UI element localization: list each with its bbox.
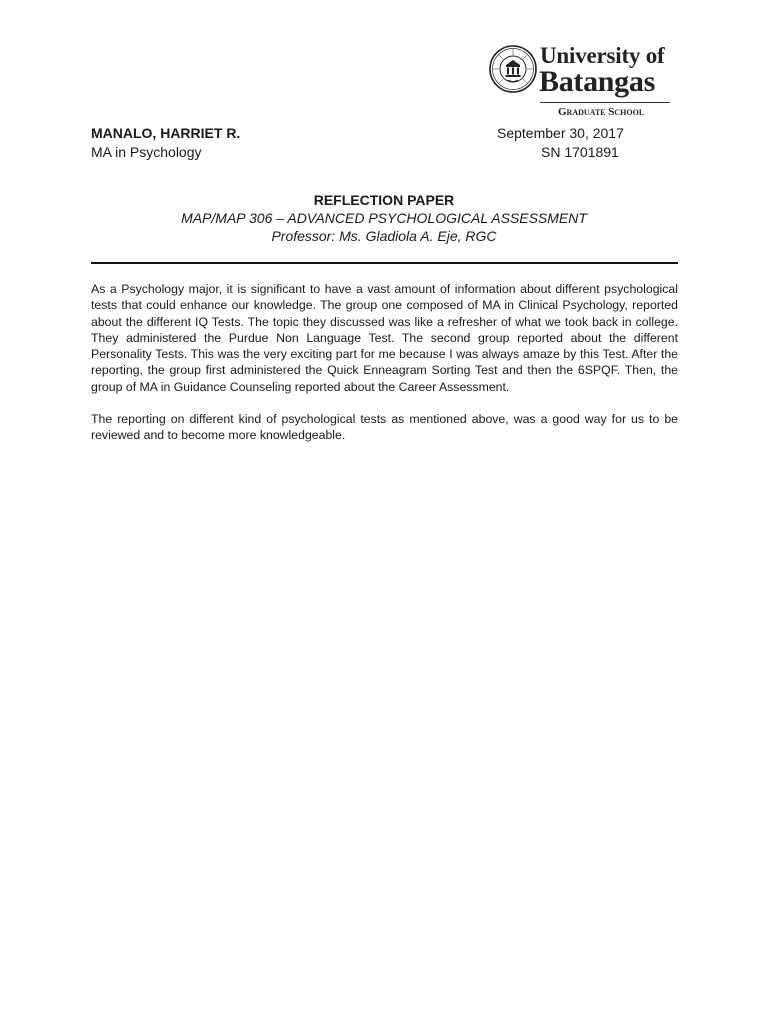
title-block (91, 191, 677, 245)
paragraph-1: As a Psychology major, it is significant to have a vast amount of information about different psychological tests that could enhance our knowledge. The group one composed of MA in Clinical Psychology, reported about the different IQ Tests. The topic they discussed was like a refresher of what we took back in college. They administered the Purdue Non Language Test. The second group reported about the different Personality Tests. This was the very exciting part for me because I was always amaze by this Test. After the reporting, the group first administered the Quick Enneagram Sorting Test and then the 6SPQF. Then, the group of MA in Guidance Counseling reported about the Career Assessment. (91, 282, 678, 394)
logo-graduate-school: Graduate School (558, 106, 645, 118)
course-title: MAP/MAP 306 – ADVANCED PSYCHOLOGICAL ASSESSMENT (181, 210, 587, 226)
paragraph-2: The reporting on different kind of psychological tests as mentioned above, was a good way for us to be reviewed and to become more knowledgeable. (91, 412, 678, 443)
section-divider (91, 262, 678, 264)
page-title: REFLECTION PAPER (313, 192, 455, 208)
student-program: MA in Psychology (91, 144, 202, 160)
document-date: September 30, 2017 (497, 125, 624, 141)
logo-divider (540, 102, 670, 103)
student-name: MANALO, HARRIET R. (91, 125, 241, 141)
logo-university-of: University of (540, 43, 665, 68)
logo-batangas: Batangas (539, 65, 655, 98)
reflection-body (91, 281, 678, 460)
professor-line: Professor: Ms. Gladiola A. Eje, RGC (271, 228, 497, 244)
university-logo (489, 43, 679, 119)
student-number: SN 1701891 (541, 144, 619, 160)
university-seal-icon (489, 45, 537, 93)
